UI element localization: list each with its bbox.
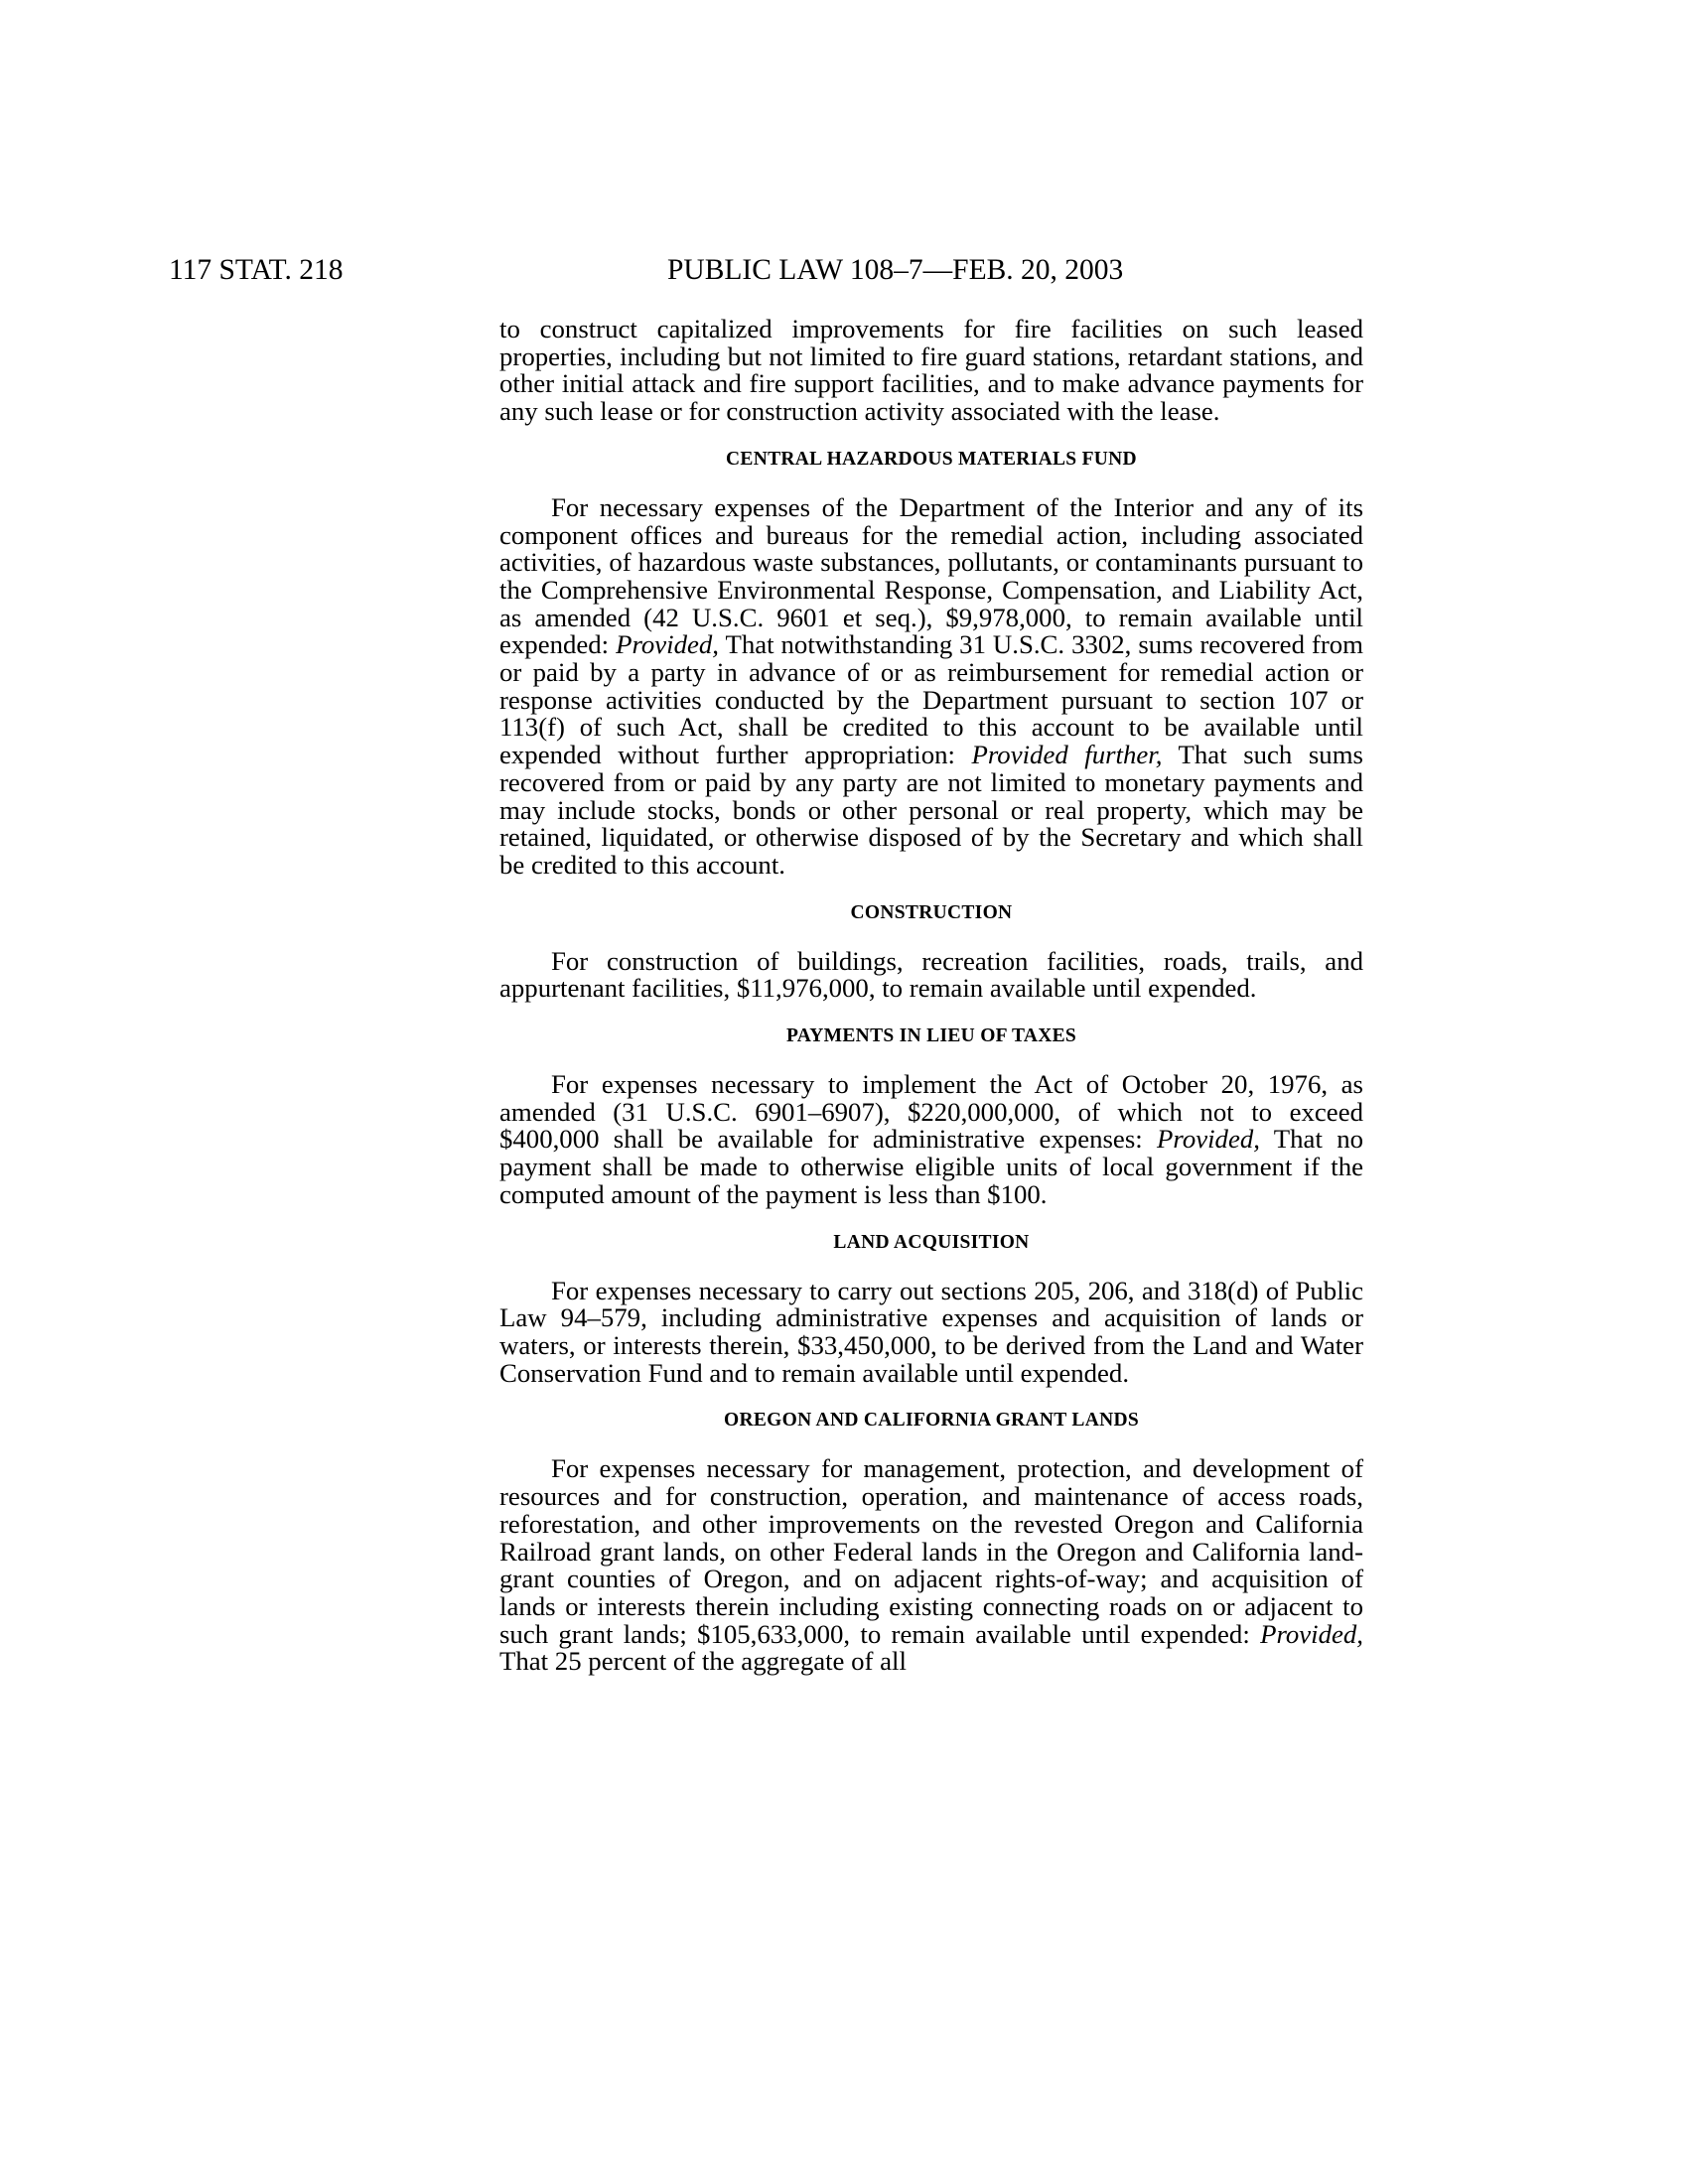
construction-paragraph: For construction of buildings, recreation facilities, roads, trails, and appurtenant facilities, $11,976,000, to remain available until expended. xyxy=(499,945,1363,1004)
proviso-further-label: Provided further, xyxy=(971,740,1163,770)
hazardous-text-part-3: That such sums recovered from or paid by any party are not limited to monetary payments and may include stocks, bonds or other personal or real property, which may be retained, liquidated, or otherwise disposed of by the Secretary and which shall be credited to this account. xyxy=(499,740,1363,880)
body-column xyxy=(499,316,1363,1676)
land-acquisition-paragraph: For expenses necessary to carry out sections 205, 206, and 318(d) of Public Law 94–579, including administrative expenses and acquisition of lands or waters, or interests therein, $33,450,000, to be derived from the Land and Water Conservation Fund and to remain available until expended. xyxy=(499,1275,1363,1388)
pilt-text-part-2: That no payment shall be made to otherwise eligible units of local government if the computed amount of the payment is less than $100. xyxy=(499,1124,1363,1209)
section-heading-payments-in-lieu-of-taxes: PAYMENTS IN LIEU OF TAXES xyxy=(785,1025,1077,1047)
section-heading-land-acquisition: LAND ACQUISITION xyxy=(833,1231,1030,1253)
proviso-label: Provided, xyxy=(1157,1124,1260,1155)
section-heading-hazardous-materials: CENTRAL HAZARDOUS MATERIALS FUND xyxy=(726,448,1137,470)
pilt-text-part-1: For expenses necessary to implement the Act of October 20, 1976, as amended (31 U.S.C. 6901–6907), $220,000,000, of which not to exceed $400,000 shall be available for administrative expenses: xyxy=(499,1069,1363,1155)
oregon-text-part-2: That 25 percent of the aggregate of all xyxy=(499,1646,907,1677)
payments-in-lieu-paragraph xyxy=(499,1071,1363,1209)
hazardous-text-part-2: That notwithstanding 31 U.S.C. 3302, sums recovered from or paid by a party in advance of or as reimbursement for remedial action or response activities conducted by the Department pursuant to section 107 or 113(f) of such Act, shall be credited to this account to be available until expended without further appropriation: xyxy=(499,629,1364,770)
section-heading-construction: CONSTRUCTION xyxy=(850,901,1013,923)
oregon-text-part-1: For expenses necessary for management, protection, and development of resources and for construction, operation, and maintenance of access roads, reforestation, and other improvements on the revested Oregon and California Railroad grant lands, on other Federal lands in the Oregon and California land-grant counties of Oregon, and on adjacent rights-of-way; and acquisition of lands or interests therein including existing connecting roads on or adjacent to such grant lands; $105,633,000, to remain available until expended: xyxy=(499,1453,1363,1649)
running-head xyxy=(0,250,1688,290)
public-law-reference: PUBLIC LAW 108–7—FEB. 20, 2003 xyxy=(667,254,1124,286)
statute-page-reference: 117 STAT. 218 xyxy=(169,254,344,286)
proviso-label: Provided, xyxy=(616,629,720,660)
continued-paragraph: to construct capitalized improvements for fire facilities on such leased properties, including but not limited to fire guard stations, retardant stations, and other initial attack and fire support facilities, and to make advance payments for any such lease or for construction activity associated with the lease. xyxy=(499,314,1363,427)
hazardous-text-part-1: For necessary expenses of the Department of the Interior and any of its component offices and bureaus for the remedial action, including associated activities, of hazardous waste substances, pollutants, or contaminants pursuant to the Comprehensive Environmental Response, Compensation, and Liability Act, as amended (42 U.S.C. 9601 et seq.), $9,978,000, to remain available until expended: xyxy=(499,491,1363,660)
section-heading-oregon-california-grant-lands: OREGON AND CALIFORNIA GRANT LANDS xyxy=(723,1410,1139,1432)
proviso-label: Provided, xyxy=(1260,1618,1364,1649)
oregon-california-paragraph xyxy=(499,1455,1363,1676)
hazardous-materials-paragraph xyxy=(499,491,1364,880)
